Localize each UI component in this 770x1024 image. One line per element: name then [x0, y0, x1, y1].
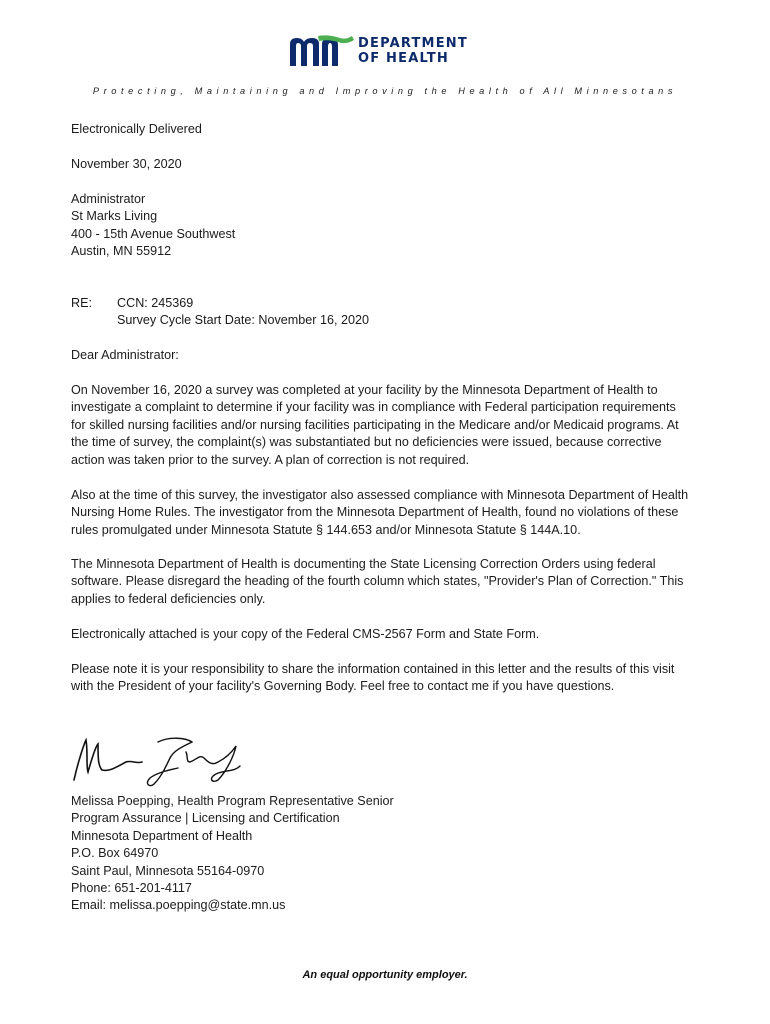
signer-program: Program Assurance | Licensing and Certification — [71, 811, 340, 826]
signer-email: Email: melissa.poepping@state.mn.us — [71, 898, 286, 913]
tagline: Protecting, Maintaining and Improving the Health of All Minnesotans — [92, 86, 678, 96]
paragraph-line: for skilled nursing facilities and/or nursing facilities participating in the Medicare and/or Medicaid programs. At — [71, 417, 679, 432]
paragraph-line: applies to federal deficiencies only. — [71, 591, 266, 606]
paragraph-line: Electronically attached is your copy of the Federal CMS-2567 Form and State Form. — [71, 627, 540, 641]
paragraph-line: investigate a complaint to determine if your facility was in compliance with Federal participation requirements — [71, 400, 676, 415]
footer-equal-opportunity: An equal opportunity employer. — [302, 969, 468, 981]
handwritten-signature — [66, 732, 266, 794]
signer-block — [71, 793, 711, 915]
recipient-street: 400 - 15th Avenue Southwest — [71, 226, 236, 241]
recipient-city: Austin, MN 55912 — [71, 244, 172, 259]
signer-phone: Phone: 651-201-4117 — [71, 881, 192, 896]
re-survey-cycle: Survey Cycle Start Date: November 16, 2020 — [117, 313, 369, 328]
logo-text-line1: DEPARTMENT — [358, 36, 468, 51]
paragraph-survey — [71, 382, 711, 469]
paragraph-line: Also at the time of this survey, the investigator also assessed compliance with Minnesota Department of Health — [71, 488, 689, 502]
paragraph-attachment — [71, 626, 711, 643]
paragraph-state-rules — [71, 487, 711, 539]
delivery-method: Electronically Delivered — [71, 122, 202, 136]
paragraph-line: action was taken prior to the survey. A plan of correction is not required. — [71, 452, 470, 467]
paragraph-responsibility — [71, 661, 711, 696]
paragraph-line: rules promulgated under Minnesota Statute § 144.653 and/or Minnesota Statute § 144A.10. — [71, 522, 581, 537]
signer-po-box: P.O. Box 64970 — [71, 846, 159, 861]
mdh-logo — [288, 34, 488, 68]
paragraph-line: software. Please disregard the heading of the fourth column which states, "Provider's Plan of Correction." This — [71, 574, 684, 589]
re-ccn: CCN: 245369 — [117, 296, 194, 310]
signer-city: Saint Paul, Minnesota 55164-0970 — [71, 863, 265, 878]
paragraph-line: On November 16, 2020 a survey was completed at your facility by the Minnesota Department of Health to — [71, 383, 658, 397]
re-label: RE: — [71, 296, 92, 310]
recipient-title: Administrator — [71, 192, 146, 206]
recipient-facility: St Marks Living — [71, 209, 158, 224]
paragraph-line: with the President of your facility's Governing Body. Feel free to contact me if you have questions. — [71, 679, 615, 694]
mn-logo-icon — [288, 34, 356, 68]
signer-name-title: Melissa Poepping, Health Program Representative Senior — [71, 794, 394, 808]
paragraph-line: the time of survey, the complaint(s) was substantiated but no deficiencies were issued, because corrective — [71, 435, 662, 450]
logo-text-line2: OF HEALTH — [358, 51, 449, 66]
paragraph-line: The Minnesota Department of Health is documenting the State Licensing Correction Orders using federal — [71, 557, 656, 571]
paragraph-software — [71, 556, 711, 608]
letter-date: November 30, 2020 — [71, 157, 182, 171]
paragraph-line: Nursing Home Rules. The investigator from the Minnesota Department of Health, found no violations of these — [71, 505, 679, 520]
paragraph-line: Please note it is your responsibility to share the information contained in this letter and the results of this visit — [71, 662, 675, 676]
recipient-address — [71, 191, 711, 261]
salutation: Dear Administrator: — [71, 348, 179, 362]
signer-department: Minnesota Department of Health — [71, 828, 253, 843]
